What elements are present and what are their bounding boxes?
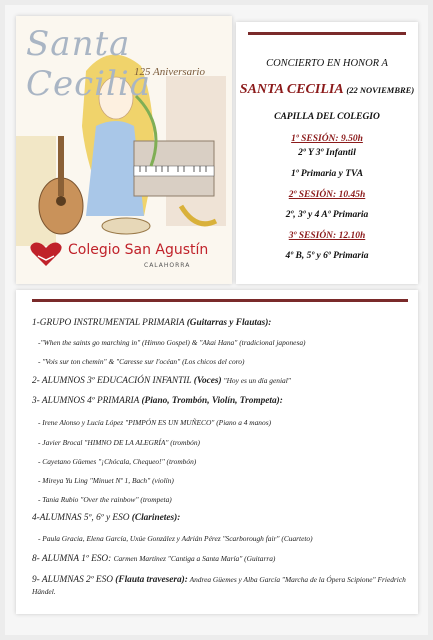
session-2-time: 2º SESIÓN: 10.45h — [288, 190, 366, 200]
saint-label: SANTA CECILIA — [239, 82, 343, 97]
school-logo — [24, 238, 224, 278]
school-city: CALAHORRA — [144, 262, 191, 269]
concert-info-card — [236, 22, 418, 284]
program-item: - Cayetano Güemes "¡Chócala, Chequeo!" (trombón) — [38, 457, 197, 466]
program-item: - Irene Alonso y Lucía López "PIMPÓN ES UN MUÑECO" (Piano a 4 manos) — [38, 418, 272, 427]
school-name: Colegio San Agustín — [68, 242, 209, 258]
program-group-9: 9- ALUMNAS 2º ESO (Flauta travesera): Andrea Güemes y Alba García "Marcha de la Ópera Scipione" Friedrich Händel. — [32, 575, 406, 596]
concert-date: (22 NOVIEMBRE) — [346, 85, 415, 95]
program-item: -"When the saints go marching in" (Himno Gospel) & "Akai Hana" (tradicional japonesa) — [38, 338, 306, 347]
concert-heading: CONCIERTO EN HONOR A — [266, 58, 388, 69]
poster-image — [16, 16, 232, 284]
poster-anniversary: 125 Aniversario — [134, 66, 205, 78]
session-1-group-b: 1º Primaria y TVA — [290, 169, 364, 179]
program-item: - Javier Brocal "HIMNO DE LA ALEGRÍA" (trombón) — [38, 438, 201, 447]
poster-title: Santa Cecilia — [26, 24, 152, 104]
program-group-4: 4-ALUMNAS 5º, 6º y ESO (Clarinetes): — [32, 513, 181, 523]
divider — [32, 299, 408, 302]
session-1-time: 1º SESIÓN: 9.50h — [291, 134, 363, 144]
heart-book-icon — [28, 240, 64, 270]
program-item: - Tania Rubio "Over the rainbow" (trompeta) — [38, 495, 172, 504]
saint-name — [236, 82, 418, 98]
divider — [248, 32, 406, 35]
program-item: - "Vois sur ton chemin" & "Caresse sur l'océan" (Los chicos del coro) — [38, 357, 245, 366]
program-item: - Paula Gracia, Elena García, Uxúe González y Adrián Pérez "Scarborough fair" (Cuarteto) — [38, 534, 313, 543]
program-item: - Mireya Yu Ling "Minuet Nº 1, Bach" (violín) — [38, 476, 174, 485]
program-card — [16, 290, 418, 614]
program-group-1: 1-GRUPO INSTRUMENTAL PRIMARIA (Guitarras y Flautas): — [32, 318, 272, 328]
program-group-2: 2- ALUMNOS 3º EDUCACIÓN INFANTIL (Voces) "Hoy es un día genial" — [32, 376, 291, 386]
venue: CAPILLA DEL COLEGIO — [274, 112, 380, 122]
session-1-group-a: 2º Y 3º Infantil — [298, 148, 356, 158]
session-3-group: 4º B, 5º y 6º Primaria — [285, 251, 369, 261]
program-group-3: 3- ALUMNOS 4º PRIMARIA (Piano, Trombón, Violín, Trompeta): — [32, 396, 283, 406]
session-3-time: 3º SESIÓN: 12.10h — [288, 231, 366, 241]
program-group-8: 8- ALUMNA 1º ESO: Carmen Martínez "Cantiga a Santa María" (Guitarra) — [32, 554, 276, 564]
session-2-group: 2º, 3º y 4 Aº Primaria — [285, 210, 369, 220]
